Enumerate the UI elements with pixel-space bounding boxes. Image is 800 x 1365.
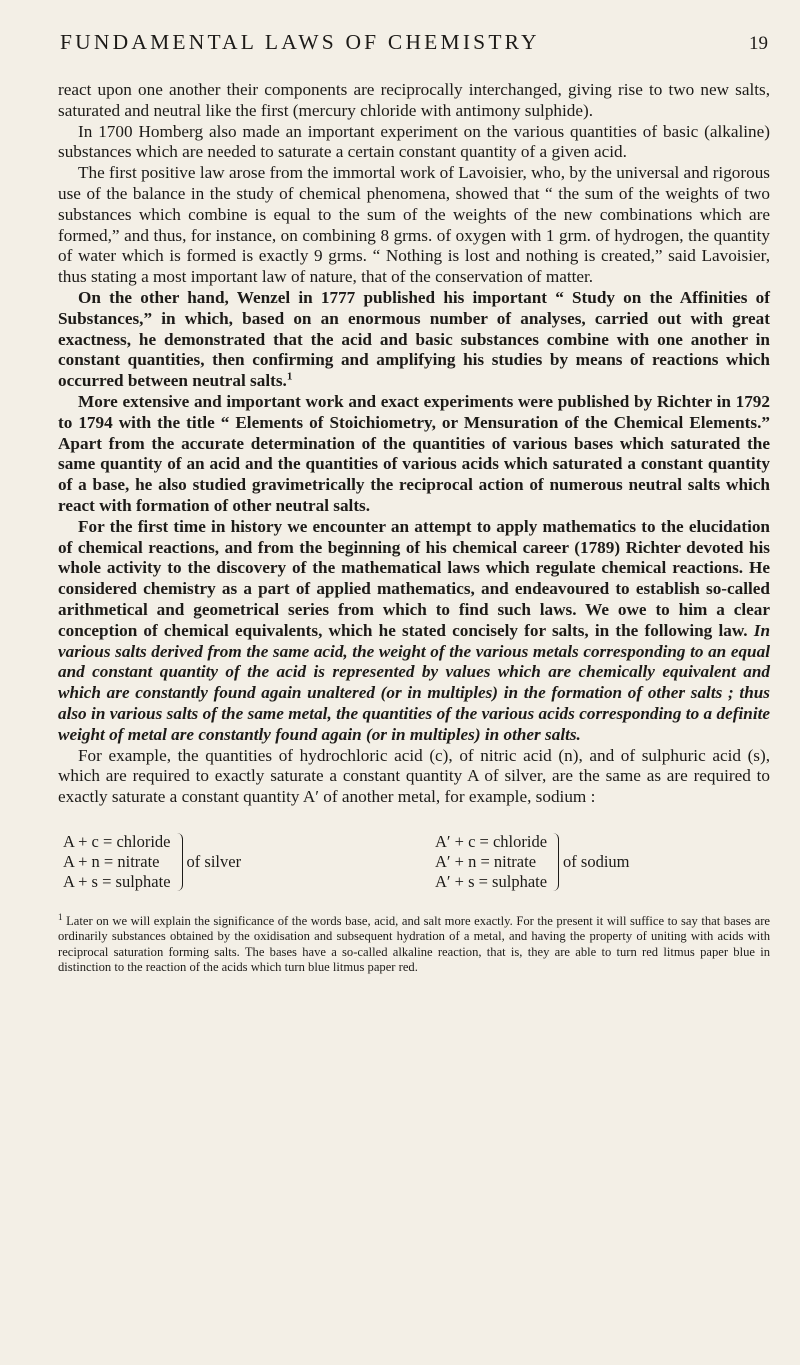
footnote-marker: 1	[58, 911, 63, 922]
law-statement: In various salts derived from the same acid, the weight of the various metals corresponding to an equal and constant quantity of the acid is represented by values which are chemically equivalent and which are constantly found again unaltered (or in multiples) in the formation of other salts ; thus also in various salts of the same metal, the quantities of the various acids corresponding to a definite weight of metal are constantly found again (or in multiples) in other salts.	[58, 620, 770, 744]
page-number: 19	[749, 33, 768, 54]
footnote-reference: 1	[286, 370, 293, 383]
running-title: FUNDAMENTAL LAWS OF CHEMISTRY	[60, 30, 540, 54]
equation-lines	[63, 832, 171, 892]
paragraph-4-text: On the other hand, Wenzel in 1777 published his important “ Study on the Affinities of Substances,” in which, based on an enormous number of analyses, carried out with great exactness, he demonstrated that the acid and basic substances combine with one another in constant quantities, then confirming and amplifying his studies by means of reactions which occurred between neutral salts.	[58, 287, 770, 391]
paragraph-7: For example, the quantities of hydrochloric acid (c), of nitric acid (n), and of sulphuric acid (s), which are required to exactly saturate a constant quantity A of silver, are the same as are required to exactly saturate a constant quantity A′ of another metal, for example, sodium :	[58, 745, 770, 807]
paragraph-4	[58, 288, 770, 392]
equation-line: A′ + n = nitrate	[435, 851, 537, 871]
equation-line: A + c = chloride	[63, 831, 171, 851]
equation-lines	[435, 832, 547, 892]
equation-line: A′ + c = chloride	[435, 831, 548, 851]
equation-group-silver	[63, 832, 241, 892]
paragraph-5: More extensive and important work and exact experiments were published by Richter in 1792 to 1794 with the title “ Elements of Stoichiometry, or Mensuration of the Chemical Elements.” Apart from the accurate determination of the quantities of various bases which saturated the same quantity of an acid and the quantities of various acids which saturated a constant quantity of a base, he also studied gravimetrically the reciprocal action of numerous neutral salts which react with formation of other neutral salts.	[58, 391, 770, 515]
footnote-text: Later on we will explain the significance of the words base, acid, and salt more exactly. For the present it will suffice to say that bases are ordinarily substances obtained by the oxidisation and subsequent hydration of a metal, and having the property of uniting with acids with reciprocal saturation forming salts. The bases have a so-called alkaline reaction, that is, they are able to turn red litmus paper blue in distinction to the reaction of the acids which turn blue litmus paper red.	[58, 913, 770, 975]
equation-label: of silver	[186, 851, 242, 871]
paragraph-6	[58, 517, 770, 746]
paragraph-3: The first positive law arose from the immortal work of Lavoisier, who, by the universal and rigorous use of the balance in the study of chemical phenomena, showed that “ the sum of the weights of two substances which combine is equal to the sum of the weights of the new combinations which are formed,” and thus, for instance, on combining 8 grms. of oxygen with 1 grm. of hydrogen, the quantity of water which is formed is exactly 9 grms. “ Nothing is lost and nothing is created,” said Lavoisier, thus stating a most important law of nature, that of the conservation of matter.	[58, 163, 770, 287]
book-page	[58, 30, 770, 976]
equation-group-sodium	[435, 832, 630, 892]
equation-line: A + n = nitrate	[63, 851, 160, 871]
equations-block	[58, 832, 770, 912]
paragraph-6-text: For the first time in history we encounter an attempt to apply mathematics to the elucidation of chemical reactions, and from the beginning of his chemical career (1789) Richter devoted his whole activity to the discovery of the mathematical laws which regulate chemical reactions. He considered chemistry as a part of applied mathematics, and endeavoured to establish so-called arithmetical and geometrical series from which to find such laws. We owe to him a clear conception of chemical equivalents, which he stated concisely for salts, in the following law.	[58, 516, 770, 640]
body-text	[58, 80, 770, 808]
footnote	[58, 911, 770, 976]
running-header	[58, 30, 770, 64]
equation-line: A + s = sulphate	[63, 871, 171, 891]
equation-label: of sodium	[563, 851, 630, 871]
paragraph-1: react upon one another their components are reciprocally interchanged, giving rise to two new salts, saturated and neutral like the first (mercury chloride with antimony sulphide).	[58, 80, 770, 120]
right-brace	[551, 833, 559, 891]
paragraph-2: In 1700 Homberg also made an important experiment on the various quantities of basic (alkaline) substances which are needed to saturate a certain constant quantity of a given acid.	[58, 121, 770, 162]
equation-line: A′ + s = sulphate	[435, 871, 548, 891]
right-brace	[175, 833, 183, 891]
